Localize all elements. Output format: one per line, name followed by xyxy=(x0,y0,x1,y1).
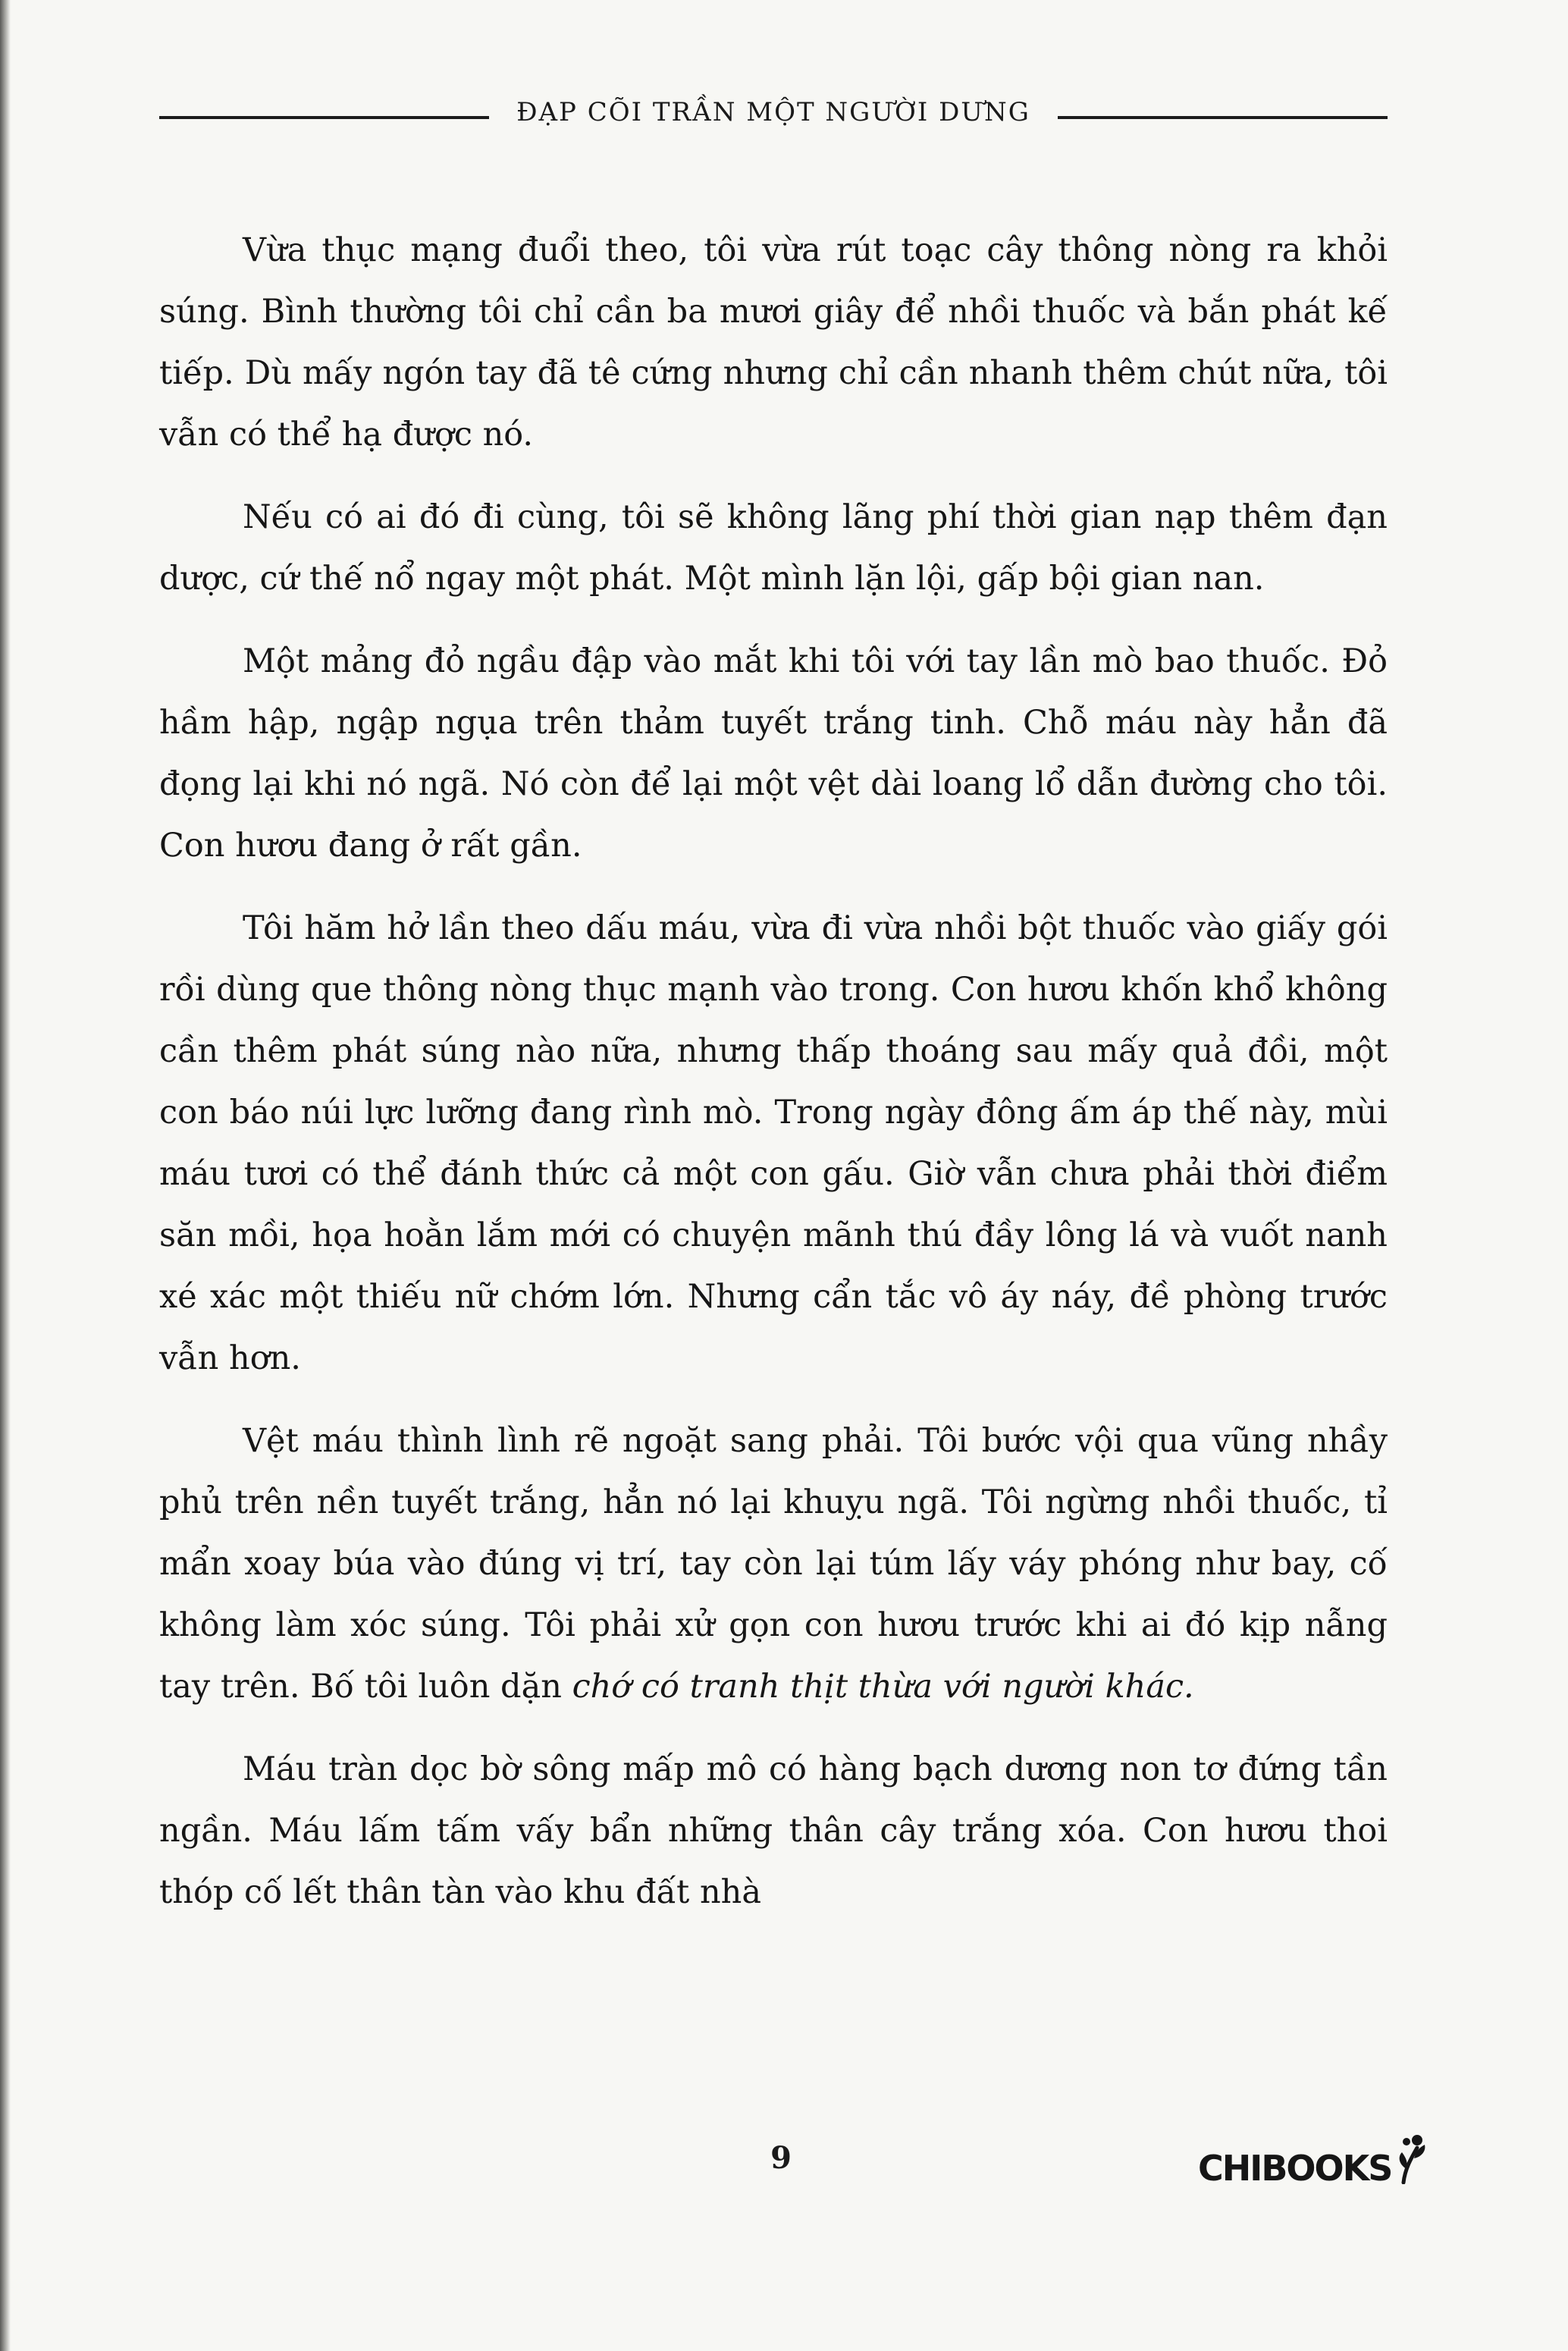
book-title: ĐẠP CÕI TRẦN MỘT NGƯỜI DƯNG xyxy=(516,97,1030,127)
publisher-logo xyxy=(1198,2131,1428,2189)
publisher-name: CHIBOOKS xyxy=(1198,2148,1392,2189)
header-rule-right xyxy=(1058,116,1388,119)
paragraph-2: Nếu có ai đó đi cùng, tôi sẽ không lãng phí thời gian nạp thêm đạn dược, cứ thế nổ ngay một phát. Một mình lặn lội, gấp bội gian nan. xyxy=(159,498,1388,598)
paragraph-1: Vừa thục mạng đuổi theo, tôi vừa rút toạc cây thông nòng ra khỏi súng. Bình thường tôi chỉ cần ba mươi giây để nhồi thuốc và bắn phát kế tiếp. Dù mấy ngón tay đã tê cứng nhưng chỉ cần nhanh thêm chút nữa, tôi vẫn có thể hạ được nó. xyxy=(159,231,1388,454)
paragraph-4: Tôi hăm hở lần theo dấu máu, vừa đi vừa nhồi bột thuốc vào giấy gói rồi dùng que thông nòng thục mạnh vào trong. Con hươu khốn khổ không cần thêm phát súng nào nữa, nhưng thấp thoáng sau mấy quả đồi, một con báo núi lực lưỡng đang rình mò. Trong ngày đông ấm áp thế này, mùi máu tươi có thể đánh thức cả một con gấu. Giờ vẫn chưa phải thời điểm săn mồi, họa hoằn lắm mới có chuyện mãnh thú đầy lông lá và vuốt nanh xé xác một thiếu nữ chớm lớn. Nhưng cẩn tắc vô áy náy, đề phòng trước vẫn hơn. xyxy=(159,909,1388,1377)
paragraph-5 xyxy=(159,1411,1388,1718)
body-text xyxy=(159,220,1388,1945)
page-number: 9 xyxy=(770,2140,792,2176)
header-rule-left xyxy=(159,116,489,119)
paragraph-3: Một mảng đỏ ngầu đập vào mắt khi tôi với tay lần mò bao thuốc. Đỏ hầm hập, ngập ngụa trên thảm tuyết trắng tinh. Chỗ máu này hẳn đã đọng lại khi nó ngã. Nó còn để lại một vệt dài loang lổ dẫn đường cho tôi. Con hươu đang ở rất gần. xyxy=(159,642,1388,865)
flower-sprig-icon xyxy=(1394,2131,1428,2184)
paragraph-6: Máu tràn dọc bờ sông mấp mô có hàng bạch dương non tơ đứng tần ngần. Máu lấm tấm vấy bẩn những thân cây trắng xóa. Con hươu thoi thóp cố lết thân tàn vào khu đất nhà xyxy=(159,1750,1388,1911)
page-binding-edge xyxy=(0,0,11,2351)
italic-quote: chớ có tranh thịt thừa với người khác. xyxy=(572,1668,1194,1706)
running-header xyxy=(159,89,1388,135)
paragraph-5-text: Vệt máu thình lình rẽ ngoặt sang phải. Tôi bước vội qua vũng nhầy phủ trên nền tuyết trắng, hẳn nó lại khuỵu ngã. Tôi ngừng nhồi thuốc, tỉ mẩn xoay búa vào đúng vị trí, tay còn lại túm lấy váy phóng như bay, cố không làm xóc súng. Tôi phải xử gọn con hươu trước khi ai đó kịp nẫng tay trên. Bố tôi luôn dặn xyxy=(159,1422,1388,1706)
